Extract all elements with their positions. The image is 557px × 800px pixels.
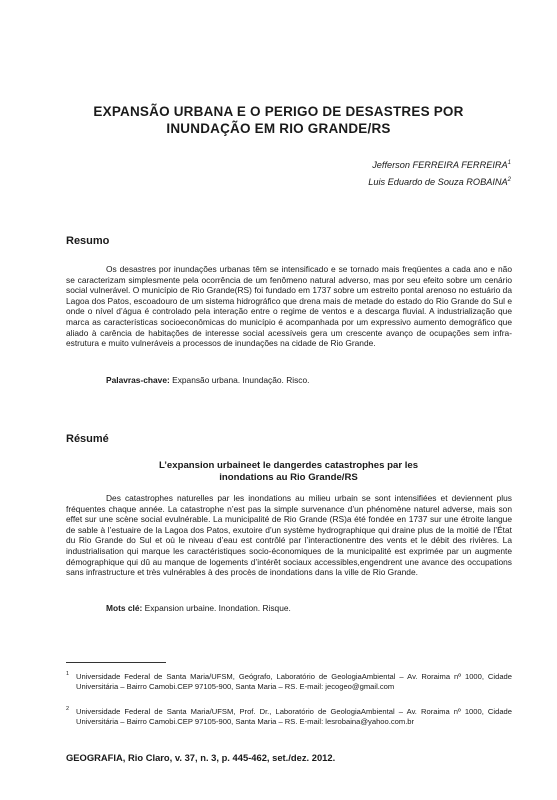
author-2-mark: 2 [507,177,511,183]
author-1-mark: 1 [507,160,511,166]
author-2 [368,174,511,188]
resumo-heading: Resumo [66,235,110,247]
resumo-body: Os desastres por inundações urbanas têm se intensificado e se tornado mais freqüentes a cada ano e não se caracterizam simplesmente pela ocorrência de um fenômeno natural adverso, mas por seu efeito sobre um cenário social vulnerável. O município de Rio Grande(RS) foi fundado em 1737 sobre um estreito pontal arenoso no estuário da Lagoa dos Patos, escoadouro de um sistema hidrográfico que drena mais de metade do estado do Rio Grande do Sul e onde o nível d’água é controlado pela interação entre o regime de ventos e a descarga fluvial. A industrialização que marca as características socioeconômicas do município é acompanhada por um expressivo aumento demográfico que aliado à carência de habitações de interesse social acessíveis gera um crescente avanço de ocupações sem infra-estrutura e muito vulneráveis a processos de inundações na cidade de Rio Grande. [66,264,512,349]
article-title [60,103,497,137]
resume-keywords-text: Expansion urbaine. Inondation. Risque. [144,603,291,613]
author-1 [372,157,511,171]
author-2-name: Luis Eduardo de Souza ROBAINA [368,177,508,188]
footnote-2-number: 2 [66,706,70,712]
footnote-2 [66,707,512,726]
title-line-2: INUNDAÇÃO EM RIO GRANDE/RS [166,121,391,136]
author-1-name: Jefferson FERREIRA FERREIRA [372,160,508,171]
footnote-2-text: Universidade Federal de Santa Maria/UFSM, Prof. Dr., Laboratório de GeologiaAmbiental – Av. Roraima nº 1000, Cidade Universitária – Bairro Camobi.CEP 97105-900, Santa Maria – RS. E-mail: lesrobaina@yahoo.com.br [76,707,512,726]
resume-subtitle [100,460,477,484]
footnote-1-text: Universidade Federal de Santa Maria/UFSM, Geógrafo, Laboratório de GeologiaAmbiental – Av. Roraima nº 1000, Cidade Universitária – Bairro Camobi.CEP 97105-900, Santa Maria – RS. E-mail: jecogeo@gmail.com [76,672,512,691]
resume-keywords-label: Mots clé: [106,603,143,613]
footnote-1-number: 1 [66,671,70,677]
resume-body: Des catastrophes naturelles par les inondations au milieu urbain se sont intensifiées et deviennent plus fréquentes chaque année. La catastrophe n’est pas la simple survenance d’un phénomène naturel adverse, mais son effet sur une scène social evulnérable. La municipalité de Rio Grande (RS)a été fondée en 1737 sur une étroite langue de sable à l’estuaire de la Lagoa dos Patos, exutoire d’un système hydrographique qui draine plus de la moitié de l’État du Rio Grande do Sul et où le niveau d’eau est contrôlé par l’interactionentre des vents et le débit des rivières. La industrialisation qui marque les caractéristiques socio-économiques de la municipalité est exprimée par un augmente démographique qui dû au manque de logements d’intérêt sociaux accessibles,engendrent une avance des occupations sans infrastructure et très vulnérables à des procès de inondations dans la ville de Rio Grande. [66,493,512,578]
resumo-keywords-text: Expansão urbana. Inundação. Risco. [172,375,310,385]
footnote-1 [66,672,512,691]
title-line-1: EXPANSÃO URBANA E O PERIGO DE DESASTRES POR [93,104,464,119]
resume-subtitle-line-1: L’expansion urbaineet le dangerdes catastrophes par les [158,460,419,471]
resumo-keywords-label: Palavras-chave: [106,375,170,385]
resume-subtitle-line-2: inondations au Rio Grande/RS [219,472,358,483]
resume-keywords [106,603,291,614]
resumo-keywords [106,375,309,386]
footnote-rule [66,662,166,663]
resume-heading: Résumé [66,433,109,445]
journal-footer: GEOGRAFIA, Rio Claro, v. 37, n. 3, p. 445-462, set./dez. 2012. [66,752,336,763]
